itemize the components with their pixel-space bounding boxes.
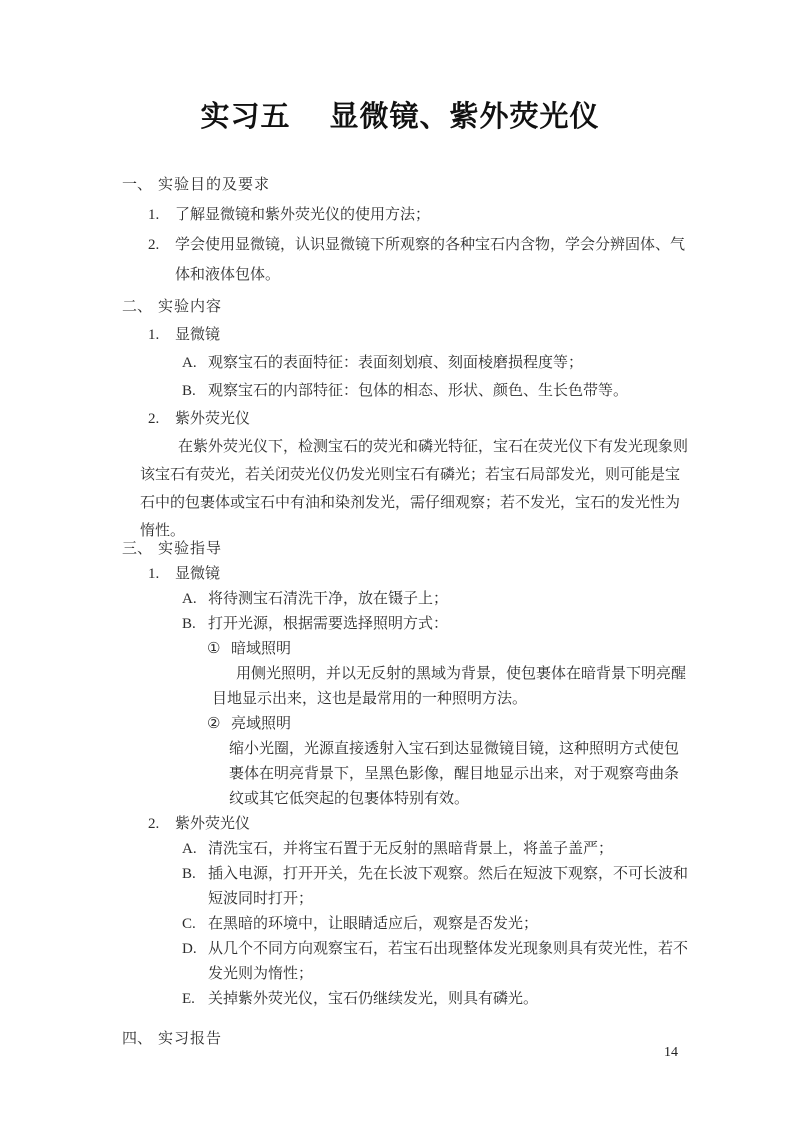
section-marker: 二、 (122, 299, 153, 315)
section-heading-row (0, 1024, 800, 1054)
list-item-text: 紫外荧光仪 (175, 816, 251, 832)
list-item-marker: A. (182, 355, 197, 371)
list-item-marker: D. (182, 941, 197, 957)
list-item-text: 将待测宝石清洗干净，放在镊子上； (208, 591, 449, 607)
list-item (0, 987, 800, 1012)
section-heading-row (0, 293, 800, 321)
list-item-marker: ② (207, 716, 221, 732)
list-item (0, 912, 800, 937)
list-item (0, 812, 800, 837)
list-item-marker: A. (182, 591, 197, 607)
list-item-text: 显微镜 (175, 327, 221, 343)
list-item (0, 837, 800, 862)
section-guidance (0, 537, 800, 1012)
list-item-text: 亮域照明 (231, 716, 292, 732)
list-item (0, 349, 800, 377)
list-item-marker: 2. (148, 411, 160, 427)
section-report (0, 1024, 800, 1054)
section-heading: 实验目的及要求 (158, 177, 271, 193)
list-item (0, 405, 800, 433)
list-item-text: 观察宝石的表面特征：表面刻划痕、刻面棱磨损程度等； (208, 355, 584, 371)
list-item (0, 637, 800, 662)
list-item-text: 暗域照明 (231, 641, 292, 657)
section-marker: 四、 (122, 1031, 153, 1047)
section-heading-row (0, 170, 800, 200)
list-item-text: 关掉紫外荧光仪，宝石仍继续发光，则具有磷光。 (208, 991, 539, 1007)
section-content (0, 293, 800, 545)
list-item-marker: 1. (148, 327, 160, 343)
list-item-marker: ① (207, 641, 221, 657)
section-marker: 一、 (122, 177, 153, 193)
list-item (0, 230, 800, 290)
list-item-text: 从几个不同方向观察宝石，若宝石出现整体发光现象则具有荧光性，若不发光则为惰性； (208, 941, 689, 982)
list-item (0, 612, 800, 637)
list-item (0, 377, 800, 405)
section-objectives (0, 170, 800, 290)
list-item-marker: 1. (148, 207, 160, 223)
list-item (0, 587, 800, 612)
list-item-marker: B. (182, 616, 196, 632)
list-item-marker: C. (182, 916, 196, 932)
body-paragraph: 在紫外荧光仪下，检测宝石的荧光和磷光特征，宝石在荧光仪下有发光现象则该宝石有荧光，若关闭荧光仪仍发光则宝石有磷光；若宝石局部发光，则可能是宝石中的包裹体或宝石中有油和染剂发光，需仔细观察；若不发光，宝石的发光性为惰性。 (140, 439, 689, 539)
list-item-marker: B. (182, 383, 196, 399)
list-item-text: 学会使用显微镜，认识显微镜下所观察的各种宝石内含物，学会分辨固体、气体和液体包体。 (175, 237, 686, 283)
list-item-text: 显微镜 (175, 566, 221, 582)
list-item (0, 321, 800, 349)
list-item (0, 712, 800, 737)
section-heading: 实验内容 (158, 299, 223, 315)
list-item (0, 200, 800, 230)
list-item (0, 862, 800, 912)
list-item (0, 562, 800, 587)
list-item-text: 紫外荧光仪 (175, 411, 251, 427)
list-item-marker: E. (182, 991, 195, 1007)
body-paragraph: 用侧光照明，并以无反射的黑域为背景，使包裹体在暗背景下明亮醒目地显示出来，这也是最常用的一种照明方法。 (212, 666, 687, 707)
list-item-marker: A. (182, 841, 197, 857)
list-item-text: 观察宝石的内部特征：包体的相态、形状、颜色、生长色带等。 (208, 383, 629, 399)
section-heading: 实验指导 (158, 541, 223, 557)
section-heading: 实习报告 (158, 1031, 223, 1047)
list-item-marker: 2. (148, 816, 160, 832)
section-heading-row (0, 537, 800, 562)
page-title: 实习五 显微镜、紫外荧光仪 (200, 101, 600, 133)
list-item-text: 插入电源，打开开关，先在长波下观察。然后在短波下观察，不可长波和短波同时打开； (208, 866, 689, 907)
list-item-text: 打开光源，根据需要选择照明方式： (208, 616, 449, 632)
list-item-text: 清洗宝石，并将宝石置于无反射的黑暗背景上，将盖子盖严； (208, 841, 614, 857)
list-item-text: 了解显微镜和紫外荧光仪的使用方法； (175, 207, 431, 223)
list-item-marker: B. (182, 866, 196, 882)
list-item-marker: 2. (148, 237, 160, 253)
body-paragraph: 缩小光圈，光源直接透射入宝石到达显微镜目镜，这种照明方式使包裹体在明亮背景下，呈黑色影像，醒目地显示出来，对于观察弯曲条纹或其它低突起的包裹体特别有效。 (229, 741, 680, 807)
page-number: 14 (664, 1045, 678, 1060)
list-item-marker: 1. (148, 566, 160, 582)
section-marker: 三、 (122, 541, 153, 557)
list-item (0, 937, 800, 987)
list-item-text: 在黑暗的环境中，让眼睛适应后，观察是否发光； (208, 916, 539, 932)
